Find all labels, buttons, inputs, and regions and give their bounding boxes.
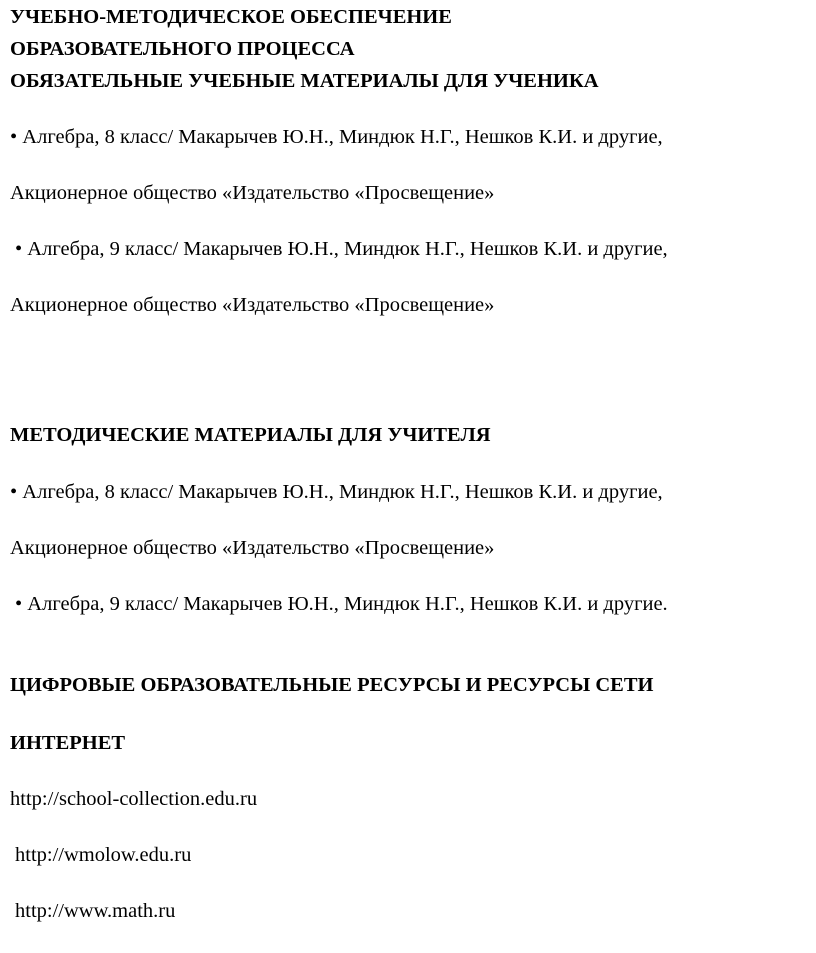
section3-title-line2: ИНТЕРНЕТ [10, 732, 126, 754]
section2-item1-line1: • Алгебра, 8 класс/ Макарычев Ю.Н., Миндюк Н.Г., Нешков К.И. и другие, [10, 481, 663, 503]
link-school-collection[interactable]: http://school-collection.edu.ru [10, 788, 258, 810]
section1-title-line2: ОБРАЗОВАТЕЛЬНОГО ПРОЦЕССА [10, 38, 355, 60]
link-wmolow[interactable]: http://wmolow.edu.ru [15, 844, 192, 866]
section1-item2-line1: • Алгебра, 9 класс/ Макарычев Ю.Н., Миндюк Н.Г., Нешков К.И. и другие, [15, 238, 668, 260]
section2-item2-line1: • Алгебра, 9 класс/ Макарычев Ю.Н., Миндюк Н.Г., Нешков К.И. и другие. [15, 593, 668, 615]
section1-item1-line1: • Алгебра, 8 класс/ Макарычев Ю.Н., Миндюк Н.Г., Нешков К.И. и другие, [10, 126, 663, 148]
link-math[interactable]: http://www.math.ru [15, 900, 176, 922]
section1-item2-line2: Акционерное общество «Издательство «Просвещение» [10, 294, 495, 316]
section1-subtitle: ОБЯЗАТЕЛЬНЫЕ УЧЕБНЫЕ МАТЕРИАЛЫ ДЛЯ УЧЕНИКА [10, 70, 599, 92]
section3-title-line1: ЦИФРОВЫЕ ОБРАЗОВАТЕЛЬНЫЕ РЕСУРСЫ И РЕСУРСЫ СЕТИ [10, 674, 654, 696]
section2-item1-line2: Акционерное общество «Издательство «Просвещение» [10, 537, 495, 559]
section2-title: МЕТОДИЧЕСКИЕ МАТЕРИАЛЫ ДЛЯ УЧИТЕЛЯ [10, 424, 491, 446]
section1-title-line1: УЧЕБНО-МЕТОДИЧЕСКОЕ ОБЕСПЕЧЕНИЕ [10, 6, 452, 28]
section1-item1-line2: Акционерное общество «Издательство «Просвещение» [10, 182, 495, 204]
